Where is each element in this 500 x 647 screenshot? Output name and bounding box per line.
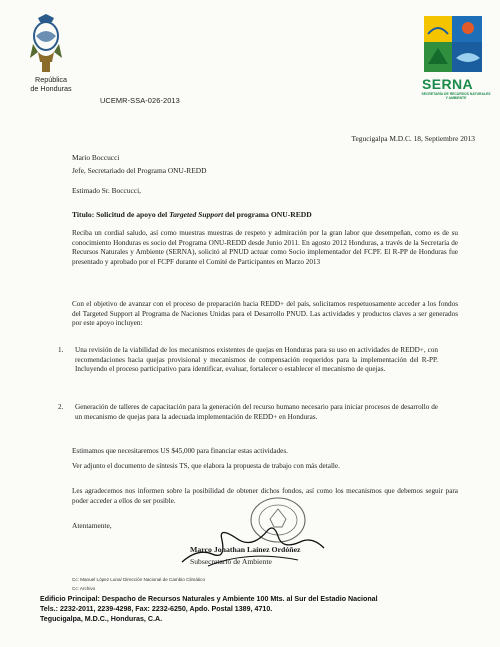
subject-after: del programa ONU-REDD (223, 210, 312, 219)
footer-contact: Tels.: 2232-2011, 2239-4298, Fax: 2232-6250, Apdo. Postal 1389, 4710. (40, 605, 273, 613)
cc-line: Cc: Manuel López Luna/ Dirección Nacional de Cambio Climático (72, 577, 206, 582)
paragraph-request: Les agradecemos nos informen sobre la posibilidad de obtener dichos fondos, así como los mecanismos que debemos seguir para poder acceder a ellos de ser posible. (72, 487, 458, 505)
subject-before: Solicitud de apoyo del (94, 210, 170, 219)
recipient-title: Jefe, Secretariado del Programa ONU-REDD (72, 166, 207, 175)
subject-italic: Targeted Support (169, 210, 224, 219)
coat-of-arms-icon (30, 14, 62, 76)
closing: Atentamente, (72, 521, 112, 530)
letter-date: Tegucigalpa M.D.C. 18, Septiembre 2013 (351, 134, 475, 143)
list-item-text: Generación de talleres de capacitación para la generación del recurso humano necesario para iniciar procesos de desarrollo de un mecanismo de quejas para la adecuada implementación de REDD+ en Honduras. (75, 403, 438, 421)
paragraph-intro: Reciba un cordial saludo, así como muestras muestras de respeto y admiración por la gran labor que desempeñan, como es de su conocimiento Honduras es socio del Programa ONU-REDD desde Junio 2011. En agosto 2012 Honduras, a través de la Secretaría de Recursos Naturales y Ambiente (SERNA), solicitó al PNUD actuar como Socio implementador del FCPF. El R-PP de Honduras fue presentado y aprobado por el FCPF durante el Comité de Participantes en Marzo 2013 (72, 229, 458, 266)
subject-line (72, 210, 312, 219)
list-item (58, 346, 468, 386)
serna-subtitle: SECRETARÍA DE RECURSOS NATURALES Y AMBIENTE (421, 92, 491, 101)
list-item-text: Una revisión de la viabilidad de los mecanismos existentes de quejas en Honduras para su uso en actividades de REDD+, con recomendaciones hacia quejas provisional y mecanismos de compensación requeridos para la implementación del R-PP. Incluyendo el proceso participativo para identificar, evaluar, fortalecer o establecer el mecanismo de quejas. (75, 346, 438, 374)
serna-wordmark: SERNA (422, 76, 474, 92)
recipient-name: Mario Boccucci (72, 153, 120, 162)
footer-city: Tegucigalpa, M.D.C., Honduras, C.A. (40, 615, 163, 623)
country-name-line1: República (35, 75, 67, 84)
signatory-name: Marco Jonathan Laínez Ordóñez (190, 545, 301, 554)
paragraph-objective: Con el objetivo de avanzar con el proceso de preparación hacia REDD+ del país, solicitamos respetuosamente acceder a los fondos del Targeted Support al Programa de Naciones Unidas para el Desarrollo PNUD. Las actividades y productos claves a ser generados por este apoyo incluyen: (72, 300, 458, 328)
footer-address: Edificio Principal: Despacho de Recursos Naturales y Ambiente 100 Mts. al Sur del Estadio Nacional (40, 595, 378, 603)
serna-logo-icon (418, 14, 488, 76)
list-item (58, 403, 468, 443)
signatory-title: Subsecretario de Ambiente (190, 557, 272, 566)
subject-label: Titulo: (72, 210, 95, 219)
cc-line: Cc: Archivo (72, 586, 96, 591)
list-item-number: 1. (58, 346, 64, 354)
paragraph-attachment: Ver adjunto el documento de síntesis TS, que elabora la propuesta de trabajo con más detalle. (72, 462, 340, 470)
salutation: Estimado Sr. Boccucci, (72, 186, 141, 195)
country-name (16, 76, 86, 93)
paragraph-estimate: Estimamos que necesitaremos US $45,000 para financiar estas actividades. (72, 447, 288, 455)
country-name-line2: de Honduras (30, 83, 72, 93)
reference-code: UCEMR-SSA-026-2013 (100, 96, 180, 105)
list-item-number: 2. (58, 403, 64, 411)
